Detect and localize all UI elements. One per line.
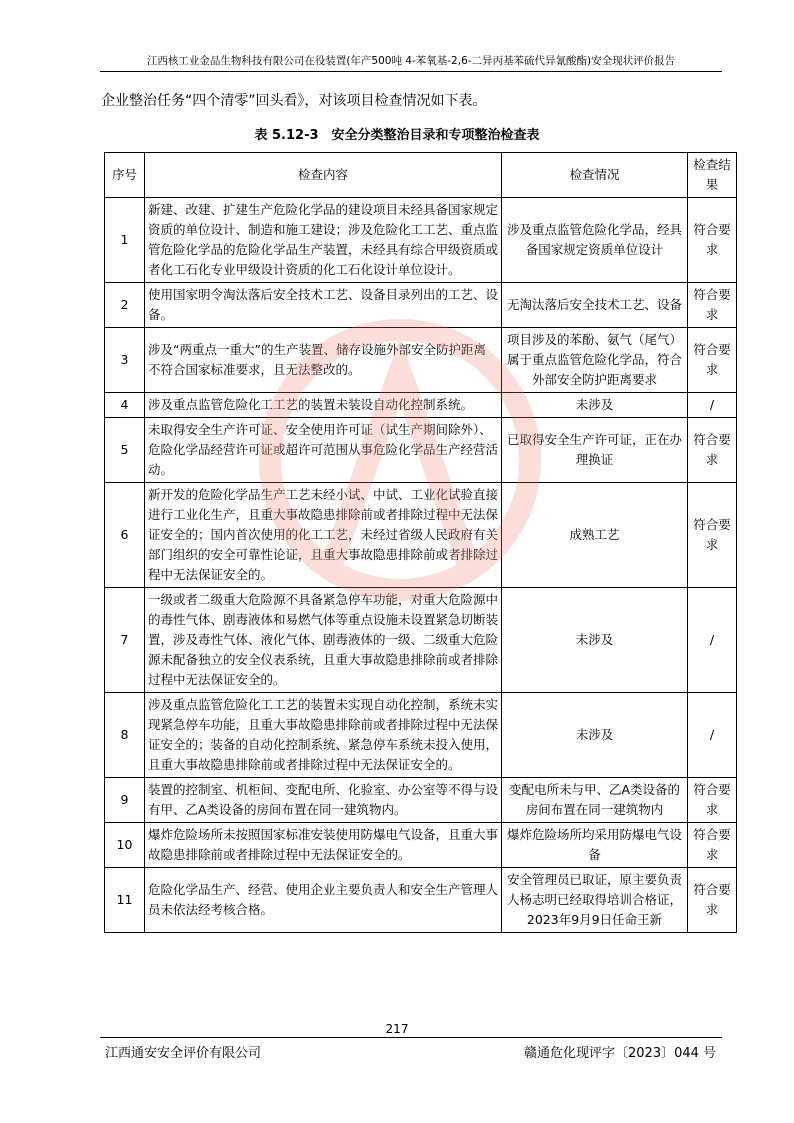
table-row: [105, 823, 737, 868]
table-row: [105, 588, 737, 693]
row-status: 安全管理员已取证，原主要负责人杨志明已经取得培训合格证，2023年9月9日任命王新: [502, 868, 688, 933]
row-status: 成熟工艺: [502, 483, 688, 588]
row-status: 未涉及: [502, 588, 688, 693]
table-row: [105, 393, 737, 418]
row-result: /: [688, 588, 737, 693]
row-content: 装置的控制室、机柜间、变配电所、化验室、办公室等不得与设有甲、乙A类设备的房间布置在同一建筑物内。: [145, 778, 502, 823]
row-result: /: [688, 393, 737, 418]
footer-rule: [100, 1037, 722, 1038]
header-status: 检查情况: [502, 153, 688, 198]
header-rule: [100, 71, 722, 72]
row-seq: 7: [105, 588, 145, 693]
row-status: 未涉及: [502, 693, 688, 778]
row-content: 涉及重点监管危险化工工艺的装置未实现自动化控制，系统未实现紧急停车功能，且重大事故隐患排除前或者排除过程中无法保证安全的；装备的自动化控制系统、紧急停车系统未投入使用，且重大事故隐患排除前或者排除过程中无法保证安全的。: [145, 693, 502, 778]
row-status: 项目涉及的苯酚、氨气（尾气）属于重点监管危险化学品，符合外部安全防护距离要求: [502, 328, 688, 393]
row-seq: 2: [105, 283, 145, 328]
row-content: 新开发的危险化学品生产工艺未经小试、中试、工业化试验直接进行工业化生产，且重大事故隐患排除前或者排除过程中无法保证安全的；国内首次使用的化工工艺，未经过省级人民政府有关部门组织的安全可靠性论证，且重大事故隐患排除前或者排除过程中无法保证安全的。: [145, 483, 502, 588]
row-seq: 9: [105, 778, 145, 823]
row-content: 涉及重点监管危险化工工艺的装置未装设自动化控制系统。: [145, 393, 502, 418]
footer-company: 江西通安安全评价有限公司: [105, 1046, 262, 1061]
table-row: [105, 868, 737, 933]
row-seq: 5: [105, 418, 145, 483]
table-row: [105, 198, 737, 283]
row-status: 已取得安全生产许可证，正在办理换证: [502, 418, 688, 483]
row-content: 使用国家明令淘汰落后安全技术工艺、设备目录列出的工艺、设备。: [145, 283, 502, 328]
header-result: 检查结果: [688, 153, 737, 198]
table-row: [105, 283, 737, 328]
row-content: 涉及“两重点一重大”的生产装置、储存设施外部安全防护距离不符合国家标准要求，且无法整改的。: [145, 328, 502, 393]
table-row: [105, 328, 737, 393]
table-row: [105, 778, 737, 823]
intro-text: 企业整治任务“四个清零”回头看》，对该项目检查情况如下表。: [101, 93, 487, 109]
row-seq: 4: [105, 393, 145, 418]
row-result: 符合要求: [688, 198, 737, 283]
row-content: 新建、改建、扩建生产危险化学品的建设项目未经具备国家规定资质的单位设计、制造和施工建设；涉及危险化工工艺、重点监管危险化学品的危险化学品生产装置，未经具有综合甲级资质或者化工石化专业甲级设计资质的化工石化设计单位设计。: [145, 198, 502, 283]
row-result: 符合要求: [688, 328, 737, 393]
row-seq: 11: [105, 868, 145, 933]
table-row: [105, 693, 737, 778]
row-seq: 10: [105, 823, 145, 868]
footer-report-number: 赣通危化现评字〔2023〕044 号: [524, 1046, 717, 1061]
inspection-table: [104, 152, 737, 933]
table-row: [105, 483, 737, 588]
row-result: 符合要求: [688, 483, 737, 588]
row-result: 符合要求: [688, 283, 737, 328]
row-result: 符合要求: [688, 868, 737, 933]
row-result: 符合要求: [688, 778, 737, 823]
row-content: 一级或者二级重大危险源不具备紧急停车功能，对重大危险源中的毒性气体、剧毒液体和易燃气体等重点设施未设置紧急切断装置，涉及毒性气体、液化气体、剧毒液体的一级、二级重大危险源未配备独立的安全仪表系统，且重大事故隐患排除前或者排除过程中无法保证安全的。: [145, 588, 502, 693]
row-status: 爆炸危险场所均采用防爆电气设备: [502, 823, 688, 868]
row-result: 符合要求: [688, 823, 737, 868]
row-content: 危险化学品生产、经营、使用企业主要负责人和安全生产管理人员未依法经考核合格。: [145, 868, 502, 933]
row-seq: 8: [105, 693, 145, 778]
row-result: /: [688, 693, 737, 778]
row-content: 爆炸危险场所未按照国家标准安装使用防爆电气设备，且重大事故隐患排除前或者排除过程中无法保证安全的。: [145, 823, 502, 868]
row-seq: 3: [105, 328, 145, 393]
row-seq: 6: [105, 483, 145, 588]
table-caption: 表 5.12-3 安全分类整治目录和专项整治检查表: [254, 128, 540, 143]
header-content: 检查内容: [145, 153, 502, 198]
page-header: 江西核工业金品生物科技有限公司在役装置(年产500吨 4-苯氧基-2,6-二异丙基苯硫代异氰酸酯)安全现状评价报告: [146, 55, 676, 67]
row-content: 未取得安全生产许可证、安全使用许可证（试生产期间除外）、危险化学品经营许可证或超许可范围从事危险化学品生产经营活动。: [145, 418, 502, 483]
row-result: 符合要求: [688, 418, 737, 483]
page-number: 217: [385, 1022, 409, 1036]
row-status: 涉及重点监管危险化学品，经具备国家规定资质单位设计: [502, 198, 688, 283]
table-row: [105, 418, 737, 483]
header-seq: 序号: [105, 153, 145, 198]
table-header-row: [105, 153, 737, 198]
row-status: 无淘汰落后安全技术工艺、设备: [502, 283, 688, 328]
row-status: 变配电所未与甲、乙A类设备的房间布置在同一建筑物内: [502, 778, 688, 823]
row-status: 未涉及: [502, 393, 688, 418]
row-seq: 1: [105, 198, 145, 283]
